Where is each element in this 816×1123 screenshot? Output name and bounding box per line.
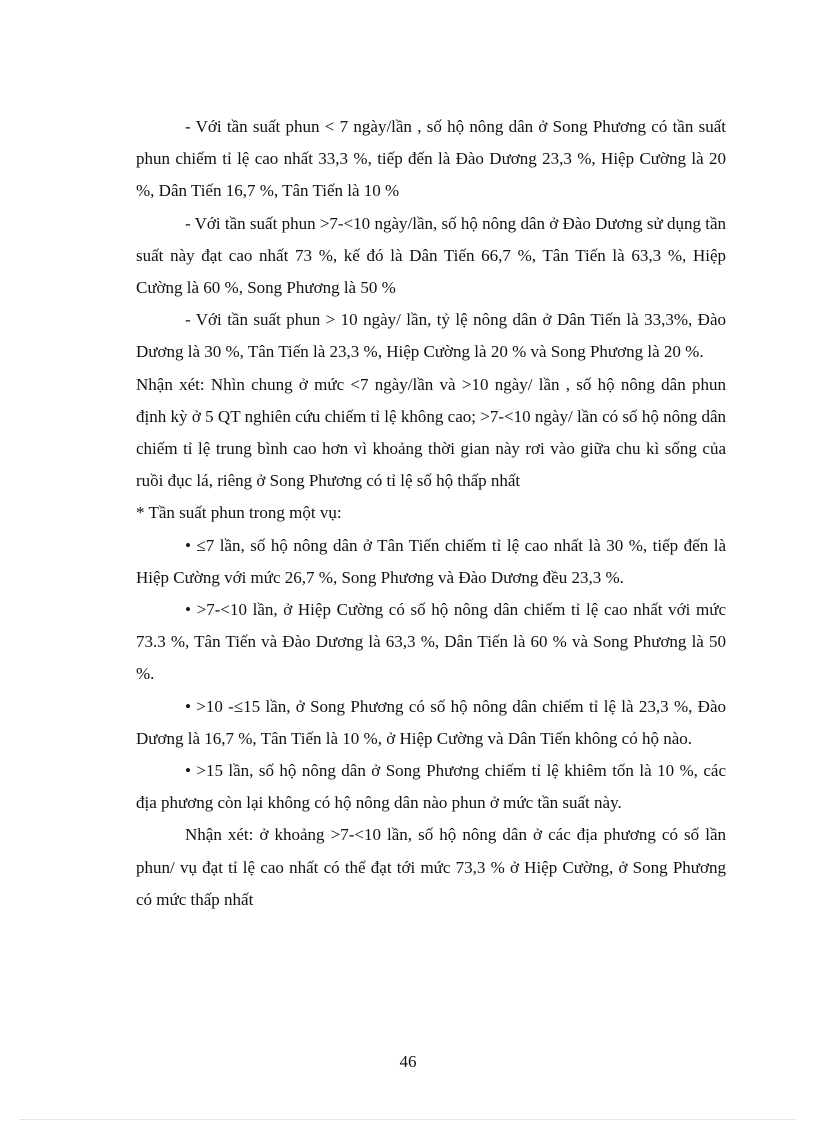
paragraph-freq-7-10-days: - Với tần suất phun >7-<10 ngày/lần, số hộ nông dân ở Đào Dương sử dụng tần suất này đạt cao nhất 73 %, kế đó là Dân Tiến 66,7 %, Tân Tiến là 63,3 %, Hiệp Cường là 60 %, Song Phương là 50 %	[136, 213, 726, 298]
page-body	[136, 111, 726, 916]
page-bottom-divider	[20, 1119, 796, 1120]
section-heading-spray-per-season: * Tần suất phun trong một vụ:	[136, 503, 342, 523]
paragraph-freq-over-10-days: - Với tần suất phun > 10 ngày/ lần, tỷ lệ nông dân ở Dân Tiến là 33,3%, Đào Dương là 30 %, Tân Tiến là 23,3 %, Hiệp Cường là 20 % và Song Phương là 20 %.	[136, 310, 726, 362]
paragraph-freq-under-7-days: - Với tần suất phun < 7 ngày/lần , số hộ nông dân ở Song Phương có tần suất phun chiếm tỉ lệ cao nhất 33,3 %, tiếp đến là Đào Dương 23,3 %, Hiệp Cường là 20 %, Dân Tiến 16,7 %, Tân Tiến là 10 %	[136, 117, 726, 201]
paragraph-remark-season: Nhận xét: ở khoảng >7-<10 lần, số hộ nông dân ở các địa phương có số lần phun/ vụ đạt tỉ lệ cao nhất có thể đạt tới mức 73,3 % ở Hiệp Cường, ở Song Phương có mức thấp nhất	[136, 825, 726, 909]
bullet-7-to-10-times: • >7-<10 lần, ở Hiệp Cường có số hộ nông dân chiếm tỉ lệ cao nhất với mức 73.3 %, Tân Tiến và Đào Dương là 63,3 %, Dân Tiến là 60 % và Song Phương là 50 %.	[136, 600, 726, 684]
paragraph-remark-interval: Nhận xét: Nhìn chung ở mức <7 ngày/lần và >10 ngày/ lần , số hộ nông dân phun định kỳ ở 5 QT nghiên cứu chiếm tỉ lệ không cao; >7-<10 ngày/ lần có số hộ nông dân chiếm tỉ lệ trung bình cao hơn vì khoảng thời gian này rơi vào giữa chu kì sống của ruồi đục lá, riêng ở Song Phương có tỉ lệ số hộ thấp nhất	[136, 374, 726, 491]
bullet-over-15-times: • >15 lần, số hộ nông dân ở Song Phương chiếm tỉ lệ khiêm tốn là 10 %, các địa phương còn lại không có hộ nông dân nào phun ở mức tần suất này.	[136, 761, 726, 813]
page-number: 46	[399, 1052, 417, 1071]
bullet-10-to-15-times: • >10 -≤15 lần, ở Song Phương có số hộ nông dân chiếm tỉ lệ là 23,3 %, Đào Dương là 16,7 %, Tân Tiến là 10 %, ở Hiệp Cường và Dân Tiến không có hộ nào.	[136, 696, 726, 748]
bullet-up-to-7-times: • ≤7 lần, số hộ nông dân ở Tân Tiến chiếm tỉ lệ cao nhất là 30 %, tiếp đến là Hiệp Cường với mức 26,7 %, Song Phương và Đào Dương đều 23,3 %.	[136, 535, 726, 587]
